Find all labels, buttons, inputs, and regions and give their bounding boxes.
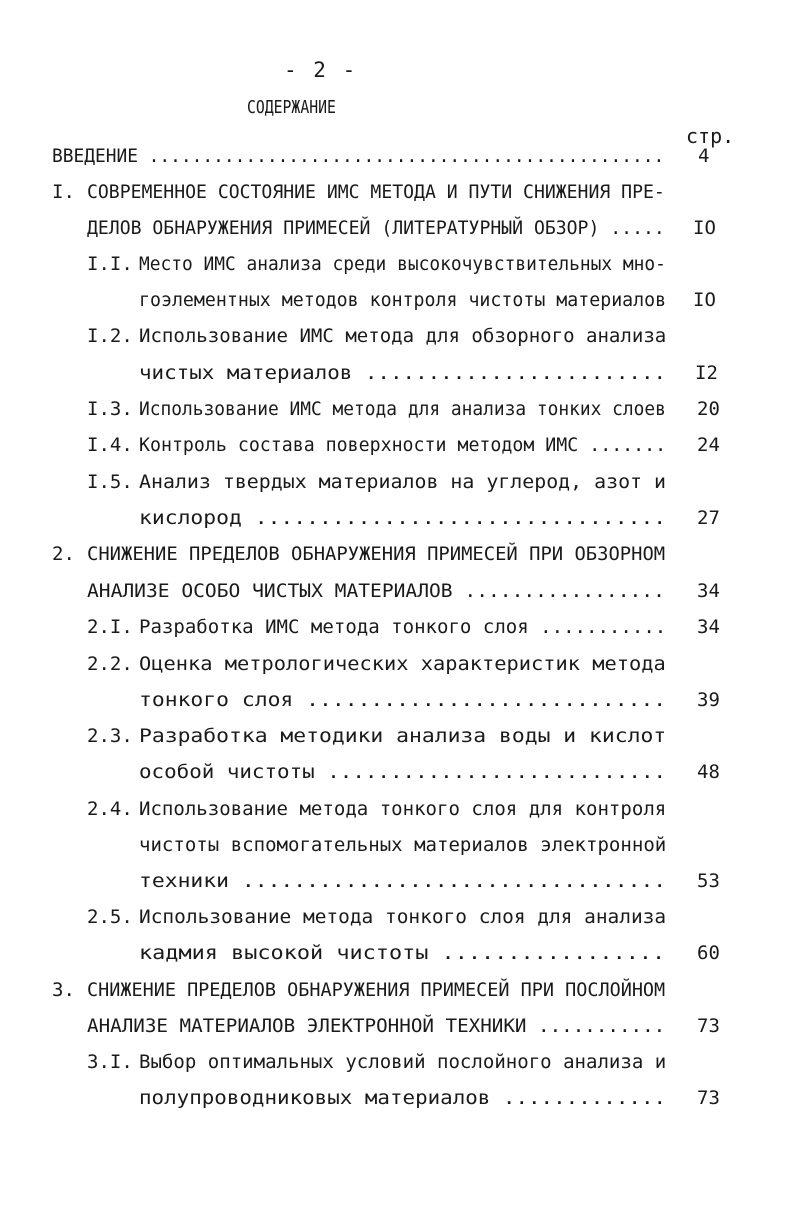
toc-entry-line: Использование метода тонкого слоя для контроля [139, 798, 667, 820]
page-column-label: стр. [686, 124, 735, 148]
toc-entry-line: чистых материалов ........................ [139, 362, 667, 384]
toc-entry-number: 3.I. [87, 1051, 133, 1073]
toc-entry-number: 2. [52, 543, 75, 565]
toc-entry-number: I.3. [87, 398, 133, 420]
toc-entry-line: особой чистоты ........................... [139, 761, 667, 783]
toc-entry-line: чистоты вспомогательных материалов электронной [139, 834, 667, 856]
toc-entry-line: СОВРЕМЕННОЕ СОСТОЯНИЕ ИМС МЕТОДА И ПУТИ СНИЖЕНИЯ ПРЕ- [87, 181, 665, 203]
toc-entry-number: 2.2. [87, 653, 133, 675]
toc-entry-page: 20 [697, 398, 720, 420]
toc-entry-line: Выбор оптимальных условий послойного анализа и [139, 1051, 667, 1073]
toc-entry-number: 2.3. [87, 725, 133, 747]
toc-entry-line: полупроводниковых материалов ............. [139, 1087, 667, 1109]
page-number: - 2 - [284, 58, 358, 82]
toc-entry-line: СНИЖЕНИЕ ПРЕДЕЛОВ ОБНАРУЖЕНИЯ ПРИМЕСЕЙ ПРИ ПОСЛОЙНОМ [87, 979, 666, 1001]
toc-entry-page: I2 [695, 362, 718, 384]
toc-entry-number: I. [52, 181, 75, 203]
toc-entry-page: 24 [697, 434, 720, 456]
toc-entry-page: 48 [697, 761, 720, 783]
toc-entry-line: Место ИМС анализа среди высокочувствительных мно- [139, 253, 666, 275]
toc-entry-line: АНАЛИЗЕ МАТЕРИАЛОВ ЭЛЕКТРОННОЙ ТЕХНИКИ ........... [87, 1015, 666, 1037]
toc-entry-line: Разработка методики анализа воды и кислот [139, 725, 667, 747]
toc-entry-line: Разработка ИМС метода тонкого слоя ........... [139, 616, 667, 638]
toc-entry-number: I.2. [87, 325, 133, 347]
toc-entry-line: СНИЖЕНИЕ ПРЕДЕЛОВ ОБНАРУЖЕНИЯ ПРИМЕСЕЙ ПРИ ОБЗОРНОМ [87, 543, 666, 565]
toc-entry-page: 4 [698, 145, 710, 167]
toc-entry-page: 73 [697, 1087, 720, 1109]
toc-entry-line: кислород ................................ [139, 507, 667, 529]
toc-entry-page: 27 [697, 507, 720, 529]
toc-entry-line: Оценка метрологических характеристик метода [139, 653, 666, 675]
toc-entry-line: ВВЕДЕНИЕ ................................................ [52, 145, 665, 167]
toc-entry-line: тонкого слоя ............................ [139, 689, 667, 711]
toc-entry-line: АНАЛИЗЕ ОСОБО ЧИСТЫХ МАТЕРИАЛОВ ................. [87, 580, 665, 602]
toc-entry-number: 2.5. [87, 906, 133, 928]
toc-entry-page: 73 [697, 1015, 720, 1037]
toc-entry-number: 3. [52, 979, 75, 1001]
toc-entry-page: 39 [697, 689, 720, 711]
toc-entry-page: 34 [697, 580, 720, 602]
toc-entry-page: IO [693, 217, 716, 239]
toc-entry-page: 34 [697, 616, 720, 638]
toc-heading: СОДЕРЖАНИЕ [247, 97, 336, 118]
toc-entry-line: ДЕЛОВ ОБНАРУЖЕНИЯ ПРИМЕСЕЙ (ЛИТЕРАТУРНЫЙ ОБЗОР) ..... [87, 217, 665, 239]
toc-entry-line: Использование ИМС метода для анализа тонких слоев [139, 398, 666, 420]
toc-entry-number: 2.4. [87, 798, 133, 820]
toc-entry-number: 2.I. [87, 616, 133, 638]
toc-entry-line: гоэлементных методов контроля чистоты материалов [139, 289, 667, 311]
toc-entry-page: 60 [697, 942, 720, 964]
toc-entry-line: Анализ твердых материалов на углерод, азот и [139, 471, 666, 493]
toc-entry-line: Контроль состава поверхности методом ИМС ....... [139, 434, 667, 456]
toc-entry-number: I.I. [87, 253, 133, 275]
toc-entry-page: 53 [697, 870, 720, 892]
toc-entry-number: I.5. [87, 471, 133, 493]
toc-entry-number: I.4. [87, 434, 133, 456]
toc-entry-line: Использование ИМС метода для обзорного анализа [139, 325, 667, 347]
toc-entry-line: кадмия высокой чистоты ................. [139, 942, 666, 964]
toc-entry-page: IO [693, 289, 716, 311]
toc-entry-line: техники ................................. [139, 870, 667, 892]
toc-entry-line: Использование метода тонкого слоя для анализа [139, 906, 667, 928]
